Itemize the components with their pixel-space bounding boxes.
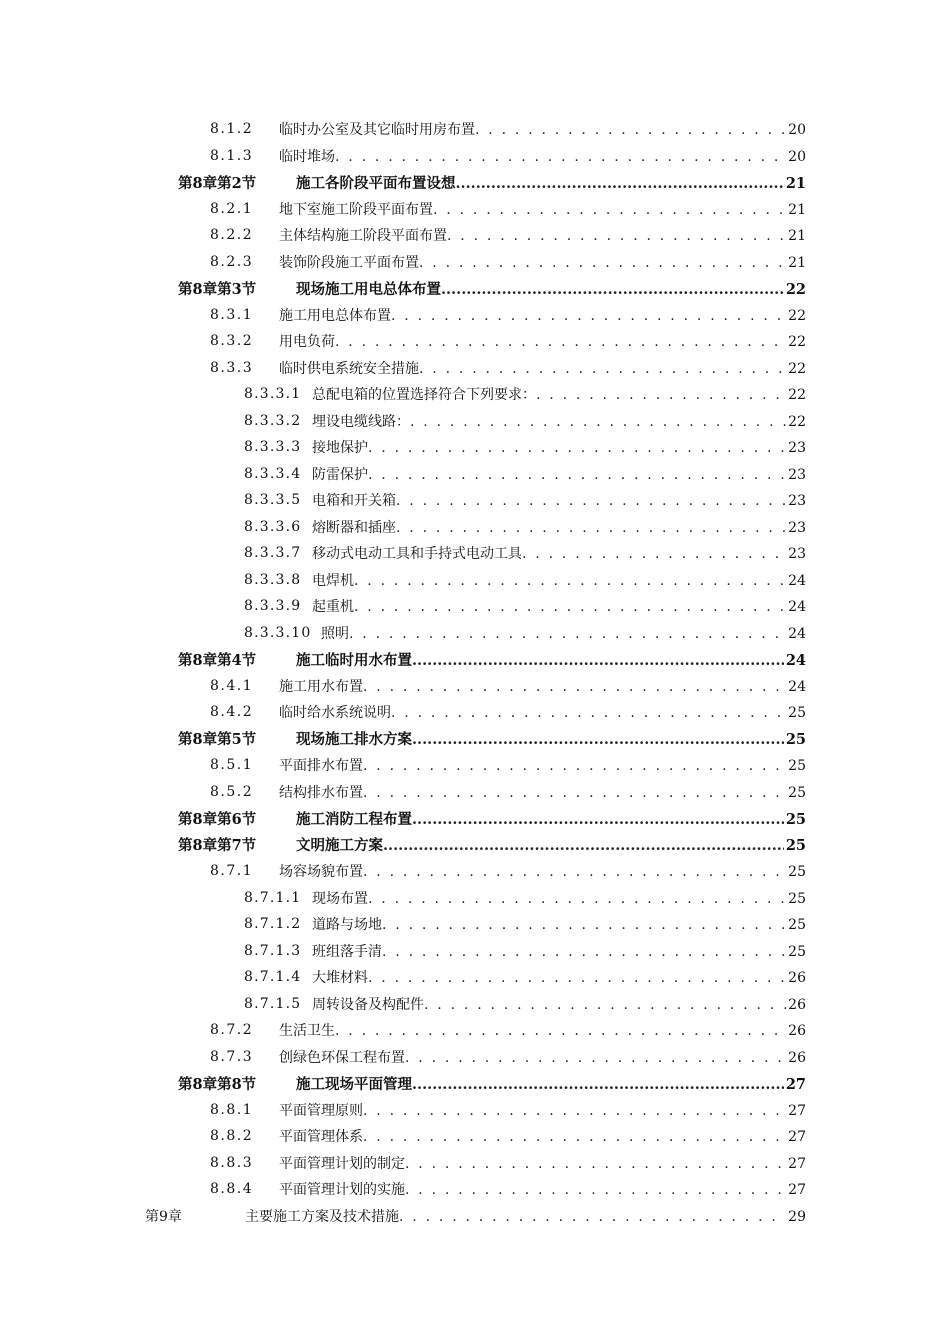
toc-entry[interactable] [0,249,950,276]
toc-entry[interactable] [0,143,950,170]
toc-entry-title: 道路与场地 [312,917,382,934]
toc-entry[interactable] [0,1203,950,1230]
toc-entry-title: 熔断器和插座 [312,519,396,536]
toc-entry[interactable] [0,832,950,859]
toc-entry[interactable] [0,1044,950,1071]
toc-entry-body [296,278,806,299]
toc-entry-body [279,305,806,325]
toc-entry-body [296,728,806,749]
dot-leader [405,1050,786,1066]
toc-entry-page: 22 [788,413,806,430]
toc-entry-number: 8.2.3 [210,253,254,270]
toc-entry-number: 8.8.3 [210,1154,254,1171]
dot-leader [433,202,786,218]
dot-leader [335,334,786,350]
dot-leader [419,361,786,377]
toc-entry[interactable] [0,726,950,753]
toc-entry-page: 25 [788,890,806,907]
dot-leader [368,970,786,986]
toc-entry-page: 21 [788,254,806,271]
toc-entry-body [312,490,806,510]
toc-entry-page: 25 [785,810,806,828]
toc-entry-body [279,252,806,272]
toc-entry-body [279,146,806,166]
toc-entry[interactable] [0,885,950,912]
dot-leader [391,308,786,324]
toc-entry-title: 创绿色环保工程布置 [279,1049,405,1066]
toc-entry-page: 26 [788,1049,806,1066]
toc-entry-page: 25 [788,758,806,775]
toc-entry-body [245,1206,806,1226]
toc-entry-body [279,1153,806,1173]
toc-entry-number: 8.3.3.5 [244,492,302,509]
toc-entry[interactable] [0,1150,950,1177]
toc-entry-page: 22 [788,387,806,404]
toc-entry-title: 主体结构施工阶段平面布置 [279,228,447,245]
toc-entry-title: 埋设电缆线路： [312,413,410,430]
toc-entry-number: 8.7.1.2 [244,916,302,933]
toc-entry-page: 23 [788,440,806,457]
toc-entry[interactable] [0,673,950,700]
toc-entry-page: 26 [788,970,806,987]
toc-entry[interactable] [0,514,950,541]
toc-entry-number: 第8章第6节 [178,810,257,828]
toc-entry-title: 生活卫生 [279,1023,335,1040]
dot-leader [363,1103,786,1119]
toc-entry-number: 8.4.2 [210,704,254,721]
toc-entry-page: 20 [788,122,806,139]
toc-entry[interactable] [0,169,950,196]
toc-entry[interactable] [0,1097,950,1124]
toc-entry[interactable] [0,779,950,806]
dot-leader [410,414,786,430]
dot-leader [522,546,786,562]
toc-entry[interactable] [0,381,950,408]
toc-entry[interactable] [0,434,950,461]
toc-entry-body [279,1047,806,1067]
toc-entry-number: 8.1.3 [210,147,254,164]
toc-entry-number: 8.7.1.1 [244,889,302,906]
toc-entry-page: 21 [788,201,806,218]
toc-entry-number: 8.3.3 [210,359,254,376]
toc-entry-body [279,1126,806,1146]
toc-entry-number: 8.7.2 [210,1022,254,1039]
toc-entry-body [279,199,806,219]
toc-entry-body [312,437,806,457]
toc-entry-page: 24 [788,599,806,616]
toc-entry[interactable] [0,620,950,647]
toc-entry-body [279,755,806,775]
dot-leader [368,891,786,907]
toc-entry-page: 29 [788,1208,806,1225]
table-of-contents [0,116,950,1229]
toc-entry-page: 25 [788,943,806,960]
toc-entry-title: 照明 [321,625,349,642]
toc-entry-body [312,464,806,484]
toc-entry[interactable] [0,408,950,435]
toc-entry-number: 8.8.2 [210,1128,254,1145]
toc-entry-body [296,834,806,855]
toc-entry-body [312,570,806,590]
toc-entry[interactable] [0,540,950,567]
dot-leader [412,1076,784,1093]
toc-entry-body [296,649,806,670]
toc-entry-page: 25 [785,837,806,855]
toc-entry-body [279,331,806,351]
toc-entry-page: 25 [788,864,806,881]
dot-leader [383,837,784,854]
toc-entry-page: 27 [788,1102,806,1119]
toc-entry-title: 施工现场平面管理 [296,1075,412,1093]
toc-entry-title: 平面排水布置 [279,758,363,775]
toc-entry[interactable] [0,858,950,885]
toc-entry-body [321,623,806,643]
dot-leader [368,440,786,456]
toc-entry[interactable] [0,196,950,223]
toc-entry-body [312,994,806,1014]
toc-entry-title: 周转设备及构配件 [312,996,424,1013]
toc-entry-title: 施工用电总体布置 [279,307,391,324]
toc-entry-page: 24 [788,572,806,589]
toc-entry-body [312,914,806,934]
toc-entry[interactable] [0,593,950,620]
toc-entry-body [279,782,806,802]
toc-entry-title: 施工用水布置 [279,678,363,695]
toc-entry-page: 23 [788,519,806,536]
toc-entry-title: 临时给水系统说明 [279,705,391,722]
toc-entry-body [279,1100,806,1120]
dot-leader [349,626,786,642]
toc-entry-number: 8.8.4 [210,1181,254,1198]
toc-entry-number: 8.8.1 [210,1101,254,1118]
toc-entry-body [279,676,806,696]
toc-entry-title: 平面管理原则 [279,1102,363,1119]
toc-entry-number: 第8章第7节 [178,837,257,855]
toc-entry-title: 结构排水布置 [279,784,363,801]
toc-entry[interactable] [0,302,950,329]
toc-entry-body [279,861,806,881]
toc-entry-number: 第8章第4节 [178,651,257,669]
toc-entry-number: 第8章第3节 [178,280,257,298]
toc-entry[interactable] [0,1017,950,1044]
toc-entry-body [279,119,806,139]
toc-entry-number: 8.1.2 [210,121,254,138]
dot-leader [396,493,786,509]
toc-entry[interactable] [0,1123,950,1150]
dot-leader [396,520,786,536]
dot-leader [405,1182,786,1198]
toc-entry-page: 27 [788,1155,806,1172]
dot-leader [382,917,786,933]
toc-entry-title: 电箱和开关箱 [312,493,396,510]
toc-entry-page: 25 [788,917,806,934]
toc-entry-page: 22 [788,360,806,377]
toc-entry[interactable] [0,487,950,514]
toc-entry-title: 文明施工方案 [296,837,383,855]
toc-entry-title: 施工消防工程布置 [296,810,412,828]
toc-entry[interactable] [0,1176,950,1203]
dot-leader [475,122,786,138]
toc-entry-page: 22 [785,280,806,298]
toc-entry-page: 27 [785,1075,806,1093]
dot-leader [412,811,784,828]
toc-entry-title: 装饰阶段施工平面布置 [279,254,419,271]
toc-entry[interactable] [0,328,950,355]
toc-entry-title: 用电负荷 [279,334,335,351]
dot-leader [363,679,786,695]
toc-entry[interactable] [0,646,950,673]
toc-entry-number: 8.3.3.2 [244,412,302,429]
toc-entry-page: 21 [788,228,806,245]
dot-leader [363,1129,786,1145]
toc-entry-title: 平面管理计划的实施 [279,1182,405,1199]
toc-entry-number: 8.3.3.1 [244,386,302,403]
toc-entry-page: 20 [788,148,806,165]
toc-entry-page: 25 [788,784,806,801]
toc-entry-page: 22 [788,307,806,324]
toc-entry-number: 8.7.3 [210,1048,254,1065]
toc-entry-title: 总配电箱的位置选择符合下列要求： [312,387,536,404]
toc-entry-number: 第8章第8节 [178,1075,257,1093]
toc-entry-number: 8.5.1 [210,757,254,774]
toc-entry-body [312,888,806,908]
toc-entry-title: 现场施工用电总体布置 [296,280,441,298]
toc-entry-body [312,384,806,404]
dot-leader [363,785,786,801]
toc-entry-title: 班组落手清 [312,943,382,960]
toc-entry-page: 21 [785,174,806,192]
toc-entry-title: 接地保护 [312,440,368,457]
toc-entry[interactable] [0,911,950,938]
toc-entry-title: 平面管理计划的制定 [279,1155,405,1172]
toc-entry-page: 24 [788,678,806,695]
dot-leader [424,997,786,1013]
toc-entry-number: 8.2.1 [210,200,254,217]
toc-entry-number: 8.3.3.8 [244,571,302,588]
toc-entry-title: 地下室施工阶段平面布置 [279,201,433,218]
dot-leader [536,387,786,403]
toc-entry-title: 大堆材料 [312,970,368,987]
toc-entry-body [312,517,806,537]
dot-leader [456,175,784,192]
toc-entry-number: 8.3.3.4 [244,465,302,482]
dot-leader [441,281,784,298]
toc-entry[interactable] [0,991,950,1018]
toc-entry-title: 临时办公室及其它临时用房布置 [279,122,475,139]
toc-entry-body [312,543,806,563]
dot-leader [354,599,786,615]
toc-entry-number: 8.7.1.5 [244,995,302,1012]
toc-entry-body [279,1020,806,1040]
dot-leader [405,1156,786,1172]
toc-entry-page: 25 [788,705,806,722]
toc-entry[interactable] [0,752,950,779]
toc-entry-number: 8.3.3.9 [244,598,302,615]
toc-entry[interactable] [0,355,950,382]
toc-entry-body [279,225,806,245]
toc-entry-body [279,358,806,378]
toc-entry-number: 第9章 [145,1208,182,1225]
toc-entry-title: 施工各阶段平面布置设想 [296,174,456,192]
dot-leader [363,758,786,774]
toc-entry-body [312,967,806,987]
toc-entry-title: 临时堆场 [279,148,335,165]
toc-entry-page: 27 [788,1182,806,1199]
toc-entry-number: 第8章第2节 [178,174,257,192]
toc-entry-page: 26 [788,996,806,1013]
toc-entry-title: 临时供电系统安全措施 [279,360,419,377]
toc-entry-number: 8.3.3.3 [244,439,302,456]
toc-entry-page: 27 [788,1129,806,1146]
toc-entry-page: 23 [788,493,806,510]
toc-entry-title: 现场布置 [312,890,368,907]
toc-entry-page: 23 [788,466,806,483]
dot-leader [335,149,786,165]
toc-entry[interactable] [0,964,950,991]
toc-entry-page: 24 [788,625,806,642]
toc-entry-number: 8.7.1 [210,863,254,880]
toc-entry-title: 移动式电动工具和手持式电动工具 [312,546,522,563]
toc-entry-body [312,411,806,431]
toc-entry-title: 防雷保护 [312,466,368,483]
toc-entry-number: 8.5.2 [210,783,254,800]
toc-entry-number: 8.3.2 [210,333,254,350]
toc-entry-title: 起重机 [312,599,354,616]
toc-entry-title: 平面管理体系 [279,1129,363,1146]
dot-leader [412,652,784,669]
toc-entry[interactable] [0,116,950,143]
dot-leader [363,864,786,880]
dot-leader [391,705,786,721]
toc-entry-number: 8.3.3.7 [244,545,302,562]
toc-entry[interactable] [0,222,950,249]
toc-entry-body [279,702,806,722]
toc-entry[interactable] [0,699,950,726]
toc-entry-number: 8.3.3.10 [244,624,312,641]
toc-entry-title: 施工临时用水布置 [296,651,412,669]
toc-entry-number: 8.7.1.4 [244,969,302,986]
toc-entry-page: 25 [785,731,806,749]
toc-entry-title: 电焊机 [312,572,354,589]
toc-entry-body [296,808,806,829]
toc-entry-page: 26 [788,1023,806,1040]
toc-entry-number: 8.3.3.6 [244,518,302,535]
toc-entry-number: 8.4.1 [210,677,254,694]
toc-entry-number: 8.2.2 [210,227,254,244]
toc-entry-number: 8.3.1 [210,306,254,323]
toc-entry-title: 场容场貌布置 [279,864,363,881]
dot-leader [412,731,784,748]
toc-entry[interactable] [0,805,950,832]
dot-leader [419,255,786,271]
dot-leader [399,1209,786,1225]
toc-entry[interactable] [0,275,950,302]
toc-entry-body [312,596,806,616]
dot-leader [382,944,786,960]
toc-entry-number: 8.7.1.3 [244,942,302,959]
toc-entry-page: 24 [785,651,806,669]
toc-entry[interactable] [0,567,950,594]
dot-leader [335,1023,786,1039]
toc-entry-body [296,1073,806,1094]
toc-entry[interactable] [0,938,950,965]
toc-entry-number: 第8章第5节 [178,731,257,749]
dot-leader [447,228,786,244]
dot-leader [354,573,786,589]
toc-entry[interactable] [0,461,950,488]
toc-entry-title: 主要施工方案及技术措施 [245,1208,399,1225]
toc-entry-page: 23 [788,546,806,563]
toc-entry-body [279,1179,806,1199]
toc-entry-page: 22 [788,334,806,351]
toc-entry-body [296,172,806,193]
toc-entry-body [312,941,806,961]
dot-leader [368,467,786,483]
toc-entry-title: 现场施工排水方案 [296,731,412,749]
toc-entry[interactable] [0,1070,950,1097]
